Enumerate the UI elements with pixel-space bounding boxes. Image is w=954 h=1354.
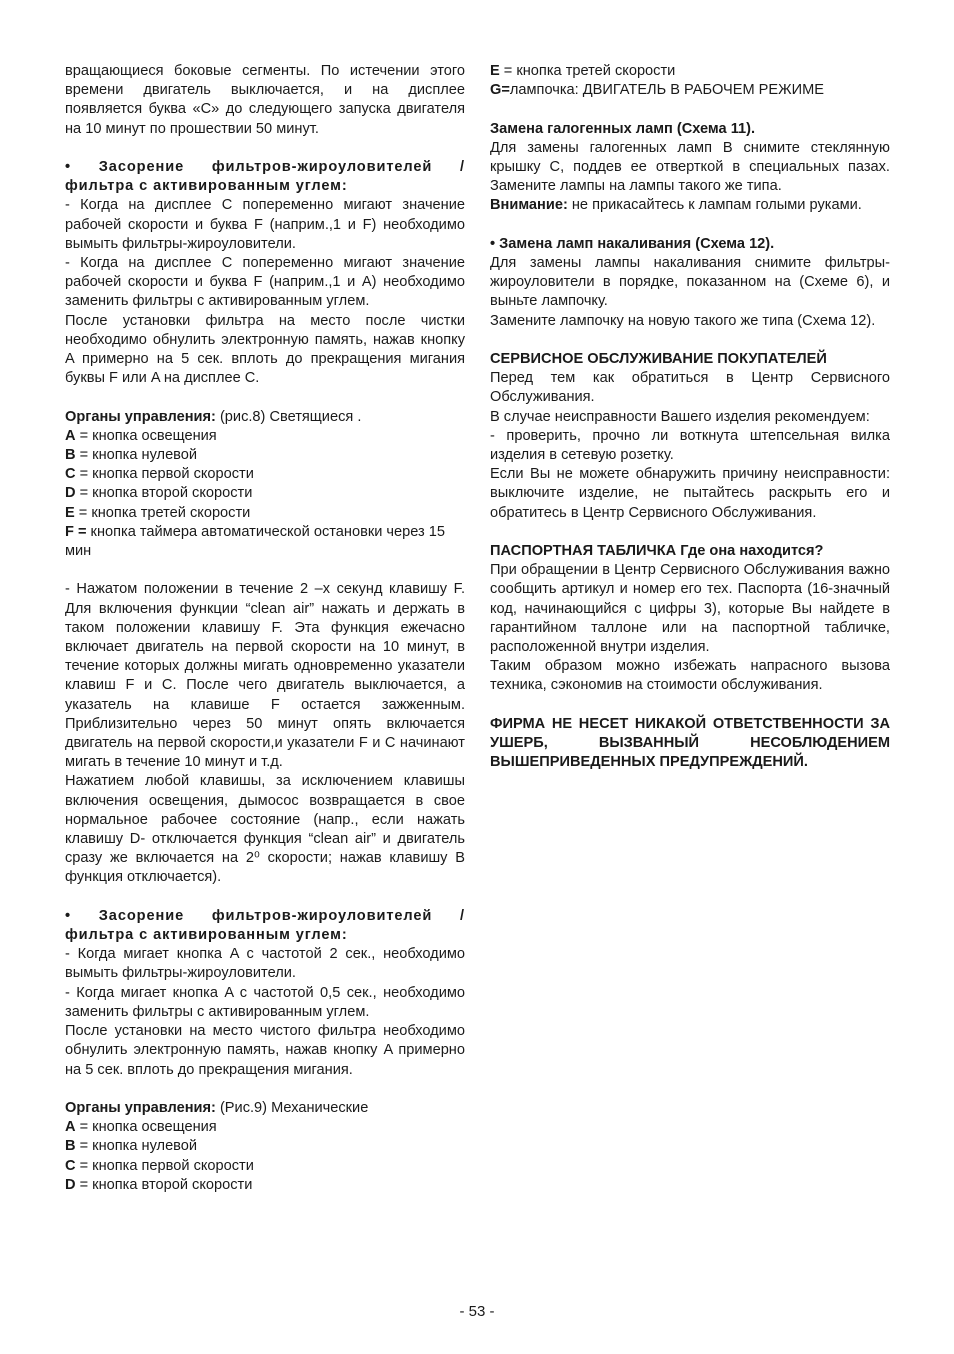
intro-paragraph: вращающиеся боковые сегменты. По истечении этого времени двигатель выключается, и на дисплее появляется буква «С» до следующего запуска двигателя на 10 минут по прошествии 50 минут. xyxy=(65,63,465,137)
page-number: - 53 - xyxy=(459,1303,495,1320)
halogen-para: Для замены галогенных ламп B снимите стеклянную крышку C, поддев ее отверткой в специальных пазах. Замените лампы на лампы такого же типа. xyxy=(490,139,890,195)
service-para-3: - проверить, прочно ли воткнута штепсельная вилка изделия в сетевую розетку. xyxy=(490,427,890,464)
controls-item: E = кнопка третей скорости xyxy=(490,63,676,79)
filter-clog2-para-2: - Когда мигает кнопка A с частотой 0,5 сек., необходимо заменить фильтры с активированным углем. xyxy=(65,984,465,1020)
service-para-2: В случае неисправности Вашего изделия рекомендуем: xyxy=(490,408,870,425)
controls-list-1 xyxy=(65,427,465,561)
filter-clog-para-1: - Когда на дисплее C попеременно мигают значение рабочей скорости и буква F (наприм.,1 и F) необходимо вымыть фильтры-жироуловители. xyxy=(65,197,465,252)
controls-list-2-continued xyxy=(490,62,890,100)
left-column xyxy=(65,62,465,1195)
filter-clog2-para-3: После установки на место чистого фильтра необходимо обнулить электронную память, нажав кнопку A примерно на 5 сек. вплоть до прекращения мигания. xyxy=(65,1023,465,1078)
service-para-1: Перед тем как обратиться в Центр Сервисного Обслуживания. xyxy=(490,370,890,406)
liability-disclaimer: ФИРМА НЕ НЕСЕТ НИКАКОЙ ОТВЕТСТВЕННОСТИ ЗА УШЕРБ, ВЫЗВАННЫЙ НЕСОБЛЮДЕНИЕМ ВЫШЕПРИВЕДЕННЫХ ПРЕДУПРЕЖДЕНИЙ. xyxy=(490,715,890,771)
controls-list-2 xyxy=(65,1118,465,1195)
section-filter-clog-title: • Засорение фильтров-жироуловителей / фильтра с активированным углем: xyxy=(65,159,465,195)
controls-item: D = кнопка второй скорости xyxy=(65,485,253,502)
controls-item: A = кнопка освещения xyxy=(65,1119,217,1136)
controls-item: C = кнопка первой скорости xyxy=(65,1157,254,1174)
controls-item: B = кнопка нулевой xyxy=(65,447,198,464)
service-para-4: Если Вы не можете обнаружить причину неисправности: выключите изделие, не пытайтесь раскрыть его и обратитесь в Центр Сервисного Обслуживания. xyxy=(490,466,890,521)
timer-para-2: Нажатием любой клавишы, за исключением клавишы включения освещения, дымосос возвращается в свое нормальное рабочее состояние (напр., если нажать клавишу D- отключается функция “clean air” и двигатель сразу же включается на 2⁰ скорости; нажав клавишу B функция отключается). xyxy=(65,773,465,886)
controls-item: G=лампочка: ДВИГАТЕЛЬ В РАБОЧЕМ РЕЖИМЕ xyxy=(490,82,824,99)
controls-title-2: Органы управления: (Рис.9) Механические xyxy=(65,1099,369,1116)
right-column xyxy=(490,62,890,772)
controls-item: D = кнопка второй скорости xyxy=(65,1176,253,1193)
halogen-warning: Внимание: не прикасайтесь к лампам голыми руками. xyxy=(490,197,862,214)
filter-clog-para-2: - Когда на дисплее C попеременно мигают значение рабочей скорости и буква F (наприм.,1 и A) необходимо заменить фильтры с активированным углем. xyxy=(65,255,465,310)
section-filter-clog-title-2: • Засорение фильтров-жироуловителей / фильтра с активированным углем: xyxy=(65,907,465,944)
incandescent-para-1: Для замены лампы накаливания снимите фильтры-жироуловители в порядке, показанном на (Схеме 6), и выньте лампочку. xyxy=(490,255,890,310)
controls-item: F = кнопка таймера автоматической остановки через 15 мин xyxy=(65,523,446,560)
controls-item: C = кнопка первой скорости xyxy=(65,466,254,483)
incandescent-para-2: Замените лампочку на новую такого же типа (Схема 12). xyxy=(490,312,876,329)
halogen-title: Замена галогенных ламп (Схема 11). xyxy=(490,120,756,137)
rating-plate-para-1: При обращении в Центр Сервисного Обслуживания важно сообщить артикул и номер его тех. Паспорта (16-значный код, начинающийся с цифры 3), которые Вы найдете в гарантийном таллоне или на паспортной табличке, расположенной внутри изделия. xyxy=(490,562,890,656)
filter-clog-para-3: После установки фильтра на место после чистки необходимо обнулить электронную память, нажав кнопку A примерно на 5 сек. вплоть до прекращения мигания буквы F или A на дисплее C. xyxy=(65,312,465,387)
controls-item: B = кнопка нулевой xyxy=(65,1138,198,1155)
rating-plate-title: ПАСПОРТНАЯ ТАБЛИЧКА Где она находится? xyxy=(490,543,824,560)
service-title: СЕРВИСНОЕ ОБСЛУЖИВАНИЕ ПОКУПАТЕЛЕЙ xyxy=(490,351,827,367)
controls-item: E = кнопка третей скорости xyxy=(65,504,251,521)
controls-title-1: Органы управления: (рис.8) Светящиеся . xyxy=(65,408,362,425)
incandescent-title: • Замена ламп накаливания (Схема 12). xyxy=(490,235,775,252)
filter-clog2-para-1: - Когда мигает кнопка A с частотой 2 сек., необходимо вымыть фильтры-жироуловители. xyxy=(65,946,465,982)
timer-para-1: - Нажатом положении в течение 2 –х секунд клавишу F. Для включения функции “clean air” нажать и держать в таком положении клавишу F. Эта функция ежечасно включает двигатель на первой скорости на 10 минут, в течение которых должны мигать одновременно указатели клавиш F и C. После чего двигатель выключается, а указатель на клавише F остается зажженным. Приблизительно через 50 минут опять включается двигатель на первой скорости,и указатели F и C начинают мигать в течение 10 минут и т.д. xyxy=(65,581,465,771)
rating-plate-para-2: Таким образом можно избежать напрасного вызова техника, сэкономив на стоимости обслуживания. xyxy=(490,658,890,694)
controls-item: A = кнопка освещения xyxy=(65,427,217,444)
